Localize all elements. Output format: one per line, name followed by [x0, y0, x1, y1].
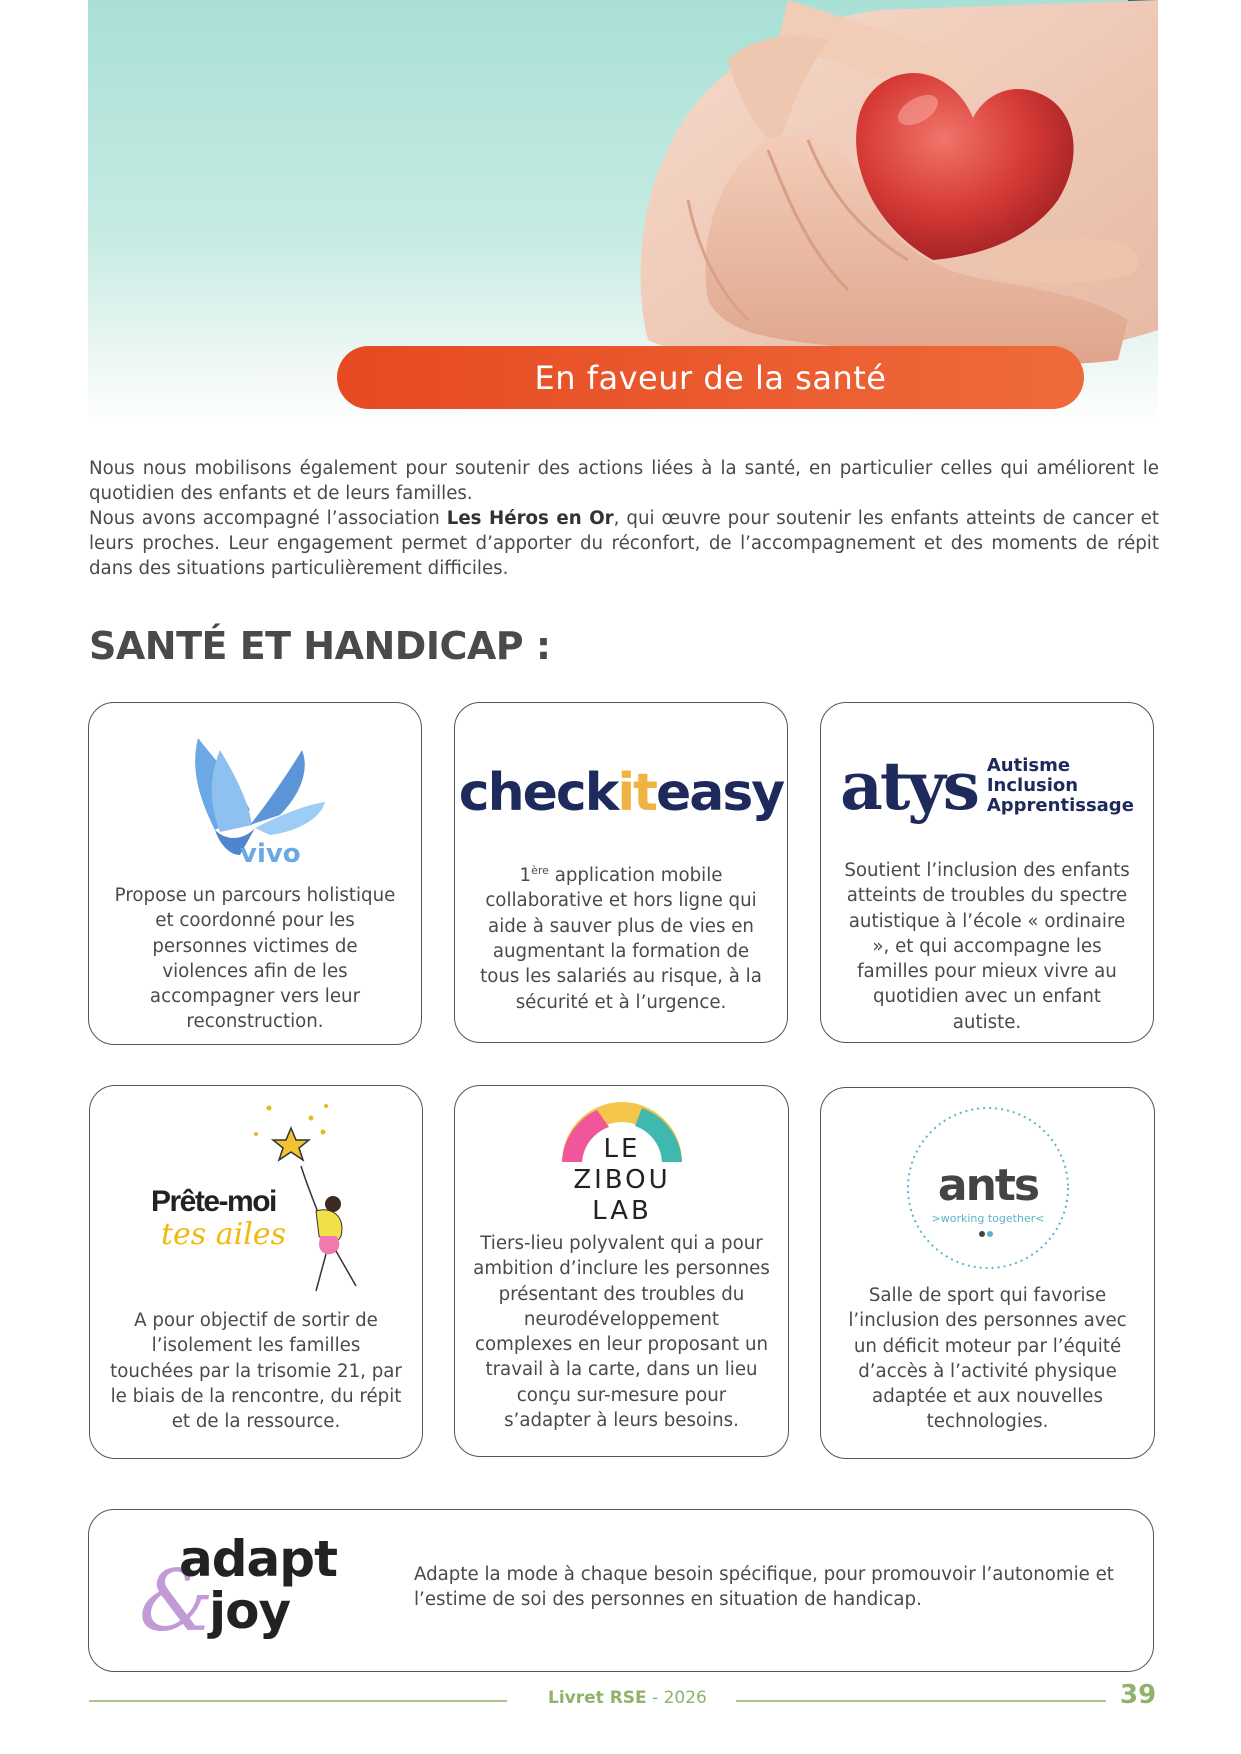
prete-moi-description: A pour objectif de sortir de l’isolement les familles touchées par la trisomie 21, par le biais de la rencontre, du répit et de la ressource.	[110, 1310, 402, 1433]
ants-description: Salle de sport qui favorise l’inclusion des personnes avec un déficit moteur par l’équité d’accès à l’activité physique adaptée et aux nouvelles technologies.	[848, 1285, 1127, 1433]
association-name: Les Héros en Or	[446, 508, 614, 529]
vivo-description: Propose un parcours holistique et coordonné pour les personnes victimes de violences afin de les accompagner vers leur reconstruction.	[114, 885, 396, 1033]
card-adapt-joy	[88, 1509, 1154, 1672]
svg-text:ZIBOU: ZIBOU	[572, 1165, 671, 1195]
zibou-lab-description: Tiers-lieu polyvalent qui a pour ambition d’inclure les personnes présentant des troubles du neurodéveloppement complexes en leur proposant un travail à la carte, dans un lieu conçu sur-mesure pour s’adapter à leurs besoins.	[473, 1233, 770, 1432]
checkiteasy-description: 1ère application mobile collaborative et hors ligne qui aide à sauver plus de vies en augmentant la formation de tous les salariés au risque, à la sécurité et à l’urgence.	[480, 864, 762, 1013]
footer-rule-right	[736, 1700, 1106, 1702]
svg-text:vivo: vivo	[240, 839, 301, 869]
rainbow-icon	[557, 1102, 687, 1227]
intro-paragraph-2: Nous avons accompagné l’association Les Héros en Or, qui œuvre pour soutenir les enfants atteints de cancer et leurs proches. Leur engagement permet d’apporter du réconfort, de l’accompagnement et des moments de répit dans des situations particulièrement difficiles.	[89, 508, 1159, 579]
adapt-joy-logo: & adapt joy	[139, 1530, 337, 1650]
atys-logo: atys Autisme Inclusion Apprentissage	[840, 747, 1134, 825]
svg-text:ants: ants	[937, 1160, 1038, 1211]
checkiteasy-logo: check it easy	[458, 763, 784, 823]
svg-text:LE: LE	[603, 1134, 640, 1164]
star-girl-icon	[141, 1096, 371, 1296]
card-checkiteasy	[454, 702, 788, 1043]
zibou-lab-logo	[455, 1102, 788, 1227]
dove-icon	[180, 720, 330, 870]
card-atys	[820, 702, 1154, 1043]
card-ants	[820, 1087, 1155, 1459]
svg-text:tes ailes: tes ailes	[161, 1217, 286, 1252]
prete-moi-logo	[90, 1096, 422, 1296]
ants-circle-icon	[904, 1104, 1072, 1272]
hero-image	[88, 0, 1158, 425]
svg-text:>working together<: >working together<	[931, 1212, 1044, 1225]
card-le-zibou-lab	[454, 1085, 789, 1457]
footer-rule-left	[89, 1700, 507, 1702]
intro-paragraph-1: Nous nous mobilisons également pour soutenir des actions liées à la santé, en particulier celles qui améliorent le quotidien des enfants et de leurs familles.	[89, 458, 1159, 504]
atys-description: Soutient l’inclusion des enfants atteints de troubles du spectre autistique à l’école « ordinaire », et qui accompagne les familles pour mieux vivre au quotidien avec un enfant autiste.	[844, 860, 1130, 1033]
svg-text:LAB: LAB	[591, 1196, 652, 1226]
adapt-joy-description: Adapte la mode à chaque besoin spécifique, pour promouvoir l’autonomie et l’estime de soi des personnes en situation de handicap.	[414, 1564, 1114, 1611]
svg-text:Prête-moi: Prête-moi	[151, 1185, 276, 1218]
footer-label: Livret RSE - 2026	[548, 1688, 707, 1708]
section-title: SANTÉ ET HANDICAP :	[89, 624, 551, 668]
intro-text	[89, 456, 1159, 581]
section-banner: En faveur de la santé	[337, 346, 1084, 409]
vivo-logo	[89, 715, 421, 875]
page-number: 39	[1120, 1680, 1157, 1710]
ants-logo	[821, 1104, 1154, 1272]
card-prete-moi-tes-ailes	[89, 1085, 423, 1459]
card-vivo	[88, 702, 422, 1045]
